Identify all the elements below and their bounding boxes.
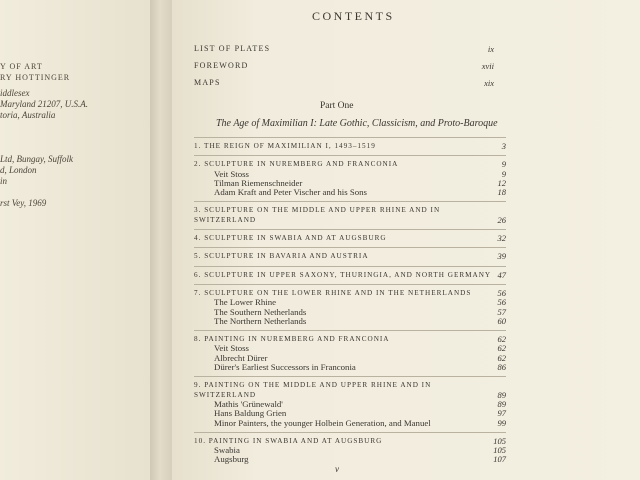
chapter-page: 39: [497, 251, 506, 262]
subsection-item: [194, 188, 506, 197]
chapter-title: 5. SCULPTURE IN BAVARIA AND AUSTRIA: [194, 252, 369, 261]
left-page-fragment: RY HOTTINGER: [0, 73, 71, 82]
chapter-title: 9. PAINTING ON THE MIDDLE AND UPPER RHINE AND IN: [194, 381, 432, 390]
subsection-title: Minor Painters, the younger Holbein Generation, and Manuel: [214, 417, 431, 428]
subsection-page: 56: [497, 297, 506, 308]
contents-page: [172, 0, 640, 480]
subsection-page: 99: [497, 417, 506, 428]
subsection-title: Hans Baldung Grien: [214, 408, 287, 419]
subsection-title: Albrecht Dürer: [214, 352, 268, 363]
front-matter-item: [194, 44, 494, 54]
toc-chapter: [194, 266, 506, 284]
subsection-page: 107: [493, 454, 506, 465]
chapter-title: 1. THE REIGN OF MAXIMILIAN I, 1493–1519: [194, 142, 376, 150]
chapter-title: 10. PAINTING IN SWABIA AND AT AUGSBURG: [194, 436, 383, 445]
toc-chapter: [194, 247, 506, 265]
left-page-fragment: iddlesex: [0, 88, 30, 98]
subsection-page: 9: [501, 168, 506, 179]
left-page-fragment: d, London: [0, 165, 37, 175]
toc-chapter: [194, 155, 506, 201]
left-page: [0, 0, 150, 480]
chapter-heading: [194, 234, 506, 243]
chapter-page: 32: [497, 233, 506, 244]
front-matter-item: [194, 78, 494, 88]
chapter-title: 3. SCULPTURE ON THE MIDDLE AND UPPER RHINE AND IN: [194, 206, 441, 215]
chapter-page: 3: [501, 141, 506, 151]
subsection-page: 18: [497, 187, 506, 198]
front-matter-label: LIST OF PLATES: [194, 44, 271, 53]
subsection-page: 60: [497, 315, 506, 326]
subsection-item: [194, 363, 506, 372]
chapter-heading: [194, 216, 506, 225]
chapter-page: 56: [497, 287, 506, 298]
subsection-title: Veit Stoss: [214, 343, 249, 354]
chapter-heading: [194, 206, 506, 215]
subsection-item: [194, 419, 506, 428]
subsection-page: 97: [497, 408, 506, 419]
subsection-title: Dürer's Earliest Successors in Franconia: [214, 362, 356, 373]
subsection-title: Tilman Riemenschneider: [214, 177, 303, 188]
left-page-fragment: rst Vey, 1969: [0, 198, 47, 208]
subsection-title: The Northern Netherlands: [214, 315, 307, 326]
subsection-title: Augsburg: [214, 454, 249, 465]
subsection-title: Adam Kraft and Peter Vischer and his Sons: [214, 187, 367, 198]
toc-chapter: [194, 376, 506, 431]
front-matter-page: xix: [484, 78, 494, 88]
page-title: CONTENTS: [312, 9, 395, 23]
chapter-heading: [194, 252, 506, 261]
front-matter-label: MAPS: [194, 78, 221, 87]
toc-chapter: [194, 330, 506, 376]
left-page-fragment: in: [0, 176, 8, 186]
front-matter-page: ix: [487, 44, 494, 54]
chapter-heading: [194, 271, 506, 280]
page-folio: v: [335, 464, 339, 474]
toc-chapter: [194, 201, 506, 229]
subsection-title: The Southern Netherlands: [214, 306, 307, 317]
book-gutter: [150, 0, 172, 480]
subsection-title: Mathis 'Grünewald': [214, 398, 283, 409]
subsection-page: 62: [497, 343, 506, 354]
part-subtitle: The Age of Maximilian I: Late Gothic, Classicism, and Proto-Baroque: [216, 118, 498, 129]
front-matter-label: FOREWORD: [194, 61, 249, 70]
left-page-fragment: Y OF ART: [0, 62, 43, 71]
subsection-page: 105: [493, 445, 506, 456]
left-page-fragment: Maryland 21207, U.S.A.: [0, 99, 88, 109]
chapter-page: 105: [493, 435, 506, 446]
subsection-page: 86: [497, 362, 506, 373]
chapter-page: 47: [497, 269, 506, 280]
toc-chapter: [194, 284, 506, 330]
chapter-title: SWITZERLAND: [194, 215, 257, 224]
subsection-page: 62: [497, 352, 506, 363]
chapter-title: SWITZERLAND: [194, 390, 257, 399]
toc-chapter: [194, 432, 506, 469]
chapter-heading: [194, 381, 506, 390]
subsection-title: The Lower Rhine: [214, 297, 277, 308]
chapter-heading: [194, 142, 506, 151]
chapter-page: 89: [497, 389, 506, 400]
toc-chapter: [194, 137, 506, 155]
subsection-page: 89: [497, 398, 506, 409]
chapter-heading: [194, 437, 506, 446]
subsection-page: 12: [497, 177, 506, 188]
chapter-page: 9: [501, 159, 506, 170]
chapter-title: 4. SCULPTURE IN SWABIA AND AT AUGSBURG: [194, 234, 387, 243]
left-page-fragment: toria, Australia: [0, 110, 56, 120]
toc-chapter: [194, 229, 506, 247]
chapter-title: 8. PAINTING IN NUREMBERG AND FRANCONIA: [194, 335, 390, 344]
chapter-title: 7. SCULPTURE ON THE LOWER RHINE AND IN THE NETHERLANDS: [194, 288, 472, 297]
table-of-contents: [194, 137, 506, 469]
chapter-title: 2. SCULPTURE IN NUREMBERG AND FRANCONIA: [194, 160, 399, 169]
front-matter-page: xvii: [481, 61, 494, 71]
subsection-item: [194, 455, 506, 464]
subsection-page: 57: [497, 306, 506, 317]
subsection-title: Veit Stoss: [214, 168, 249, 179]
chapter-page: 26: [497, 214, 506, 225]
subsection-title: Swabia: [214, 445, 240, 456]
part-label: Part One: [320, 101, 354, 111]
chapter-title: 6. SCULPTURE IN UPPER SAXONY, THURINGIA, AND NORTH GERMANY: [194, 270, 492, 279]
left-page-fragment: Ltd, Bungay, Suffolk: [0, 154, 73, 164]
subsection-item: [194, 317, 506, 326]
front-matter-item: [194, 61, 494, 71]
chapter-page: 62: [497, 334, 506, 345]
